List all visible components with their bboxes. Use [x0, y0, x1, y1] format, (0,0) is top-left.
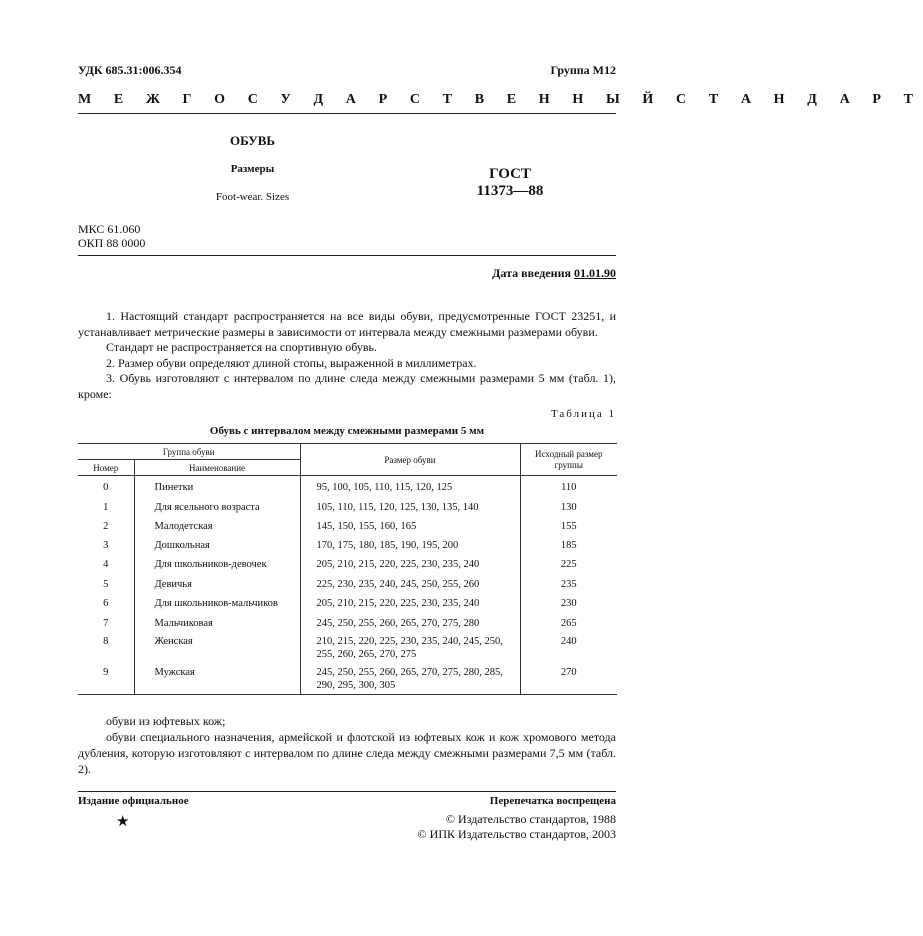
- row-number: 6: [103, 598, 109, 609]
- row-base-size: 270: [520, 661, 617, 695]
- table-row: [78, 476, 617, 495]
- gost-number: 11373—88: [476, 183, 544, 199]
- row-sizes: 245, 250, 255, 260, 265, 270, 275, 280: [300, 611, 520, 631]
- row-sizes: 225, 230, 235, 240, 245, 250, 255, 260: [300, 572, 520, 592]
- paragraph-4: 3. Обувь изготовляют с интервалом по длине следа между смежными размерами 5 мм (табл. 1), кроме:: [78, 371, 616, 401]
- header-shoe-size: Размер обуви: [300, 444, 520, 476]
- row-name: Дошкольная: [134, 534, 300, 553]
- table-row: [78, 591, 617, 611]
- paragraph-6: обуви специального назначения, армейской и флотской из юфтевых кож и кож хромового метода дубления, которую изготовляют с интервалом по длине следа между смежными размерами 7,5 мм (табл. 2).: [78, 730, 616, 776]
- table-row: [78, 572, 617, 592]
- row-sizes: 205, 210, 215, 220, 225, 230, 235, 240: [300, 552, 520, 572]
- row-base-size: 240: [520, 630, 617, 661]
- row-name: Для школьников-девочек: [134, 552, 300, 572]
- row-name: Девичья: [134, 572, 300, 592]
- paragraph-block-2: [78, 713, 616, 777]
- gost-designation: [440, 166, 580, 200]
- row-name: Пинетки: [134, 476, 300, 495]
- row-number: 3: [103, 539, 109, 551]
- intro-label: Дата введения: [492, 266, 571, 280]
- document-subtitle: Размеры: [230, 163, 275, 175]
- paragraph-2: Стандарт не распространяется на спортивную обувь.: [106, 340, 378, 354]
- okp-code: ОКП 88 0000: [78, 236, 146, 250]
- copyright-1988: © Издательство стандартов, 1988: [445, 812, 616, 826]
- paragraph-5: обуви из юфтевых кож;: [106, 714, 226, 728]
- row-name: Для школьников-мальчиков: [134, 591, 300, 611]
- table-row: [78, 495, 617, 515]
- row-base-size: 225: [520, 552, 617, 572]
- table-row: [78, 661, 617, 695]
- row-name: Женская: [134, 630, 300, 661]
- english-title: Foot-wear. Sizes: [215, 191, 290, 203]
- shoe-size-table: [78, 443, 617, 695]
- row-base-size: 110: [520, 476, 617, 495]
- classification-codes: [78, 222, 145, 250]
- header-name: Наименование: [134, 460, 300, 476]
- row-base-size: 230: [520, 591, 617, 611]
- header-number: Номер: [78, 460, 134, 476]
- copyright-block: [418, 812, 616, 842]
- row-base-size: 185: [520, 534, 617, 553]
- row-sizes: 245, 250, 255, 260, 265, 270, 275, 280, 285, 290, 295, 300, 305: [300, 661, 520, 695]
- paragraph-3: 2. Размер обуви определяют длиной стопы, выраженной в миллиметрах.: [106, 355, 477, 370]
- group-code: Группа М12: [550, 63, 616, 77]
- row-number: 8: [103, 636, 109, 647]
- table-row: [78, 630, 617, 661]
- row-sizes: 210, 215, 220, 225, 230, 235, 240, 245, 250, 255, 260, 265, 270, 275: [300, 630, 520, 661]
- table-row: [78, 534, 617, 553]
- row-base-size: 155: [520, 514, 617, 534]
- star-icon: ★: [116, 814, 130, 830]
- intro-date-value: 01.01.90: [574, 266, 616, 280]
- table-row: [78, 552, 617, 572]
- row-sizes: 205, 210, 215, 220, 225, 230, 235, 240: [300, 591, 520, 611]
- introduction-date: [492, 266, 616, 281]
- document-title: ОБУВЬ: [229, 133, 276, 148]
- row-name: Малодетская: [134, 514, 300, 534]
- gost-label: ГОСТ: [489, 166, 531, 182]
- table-body: [78, 476, 617, 695]
- row-name: Мужская: [134, 661, 300, 695]
- table-label: Таблица 1: [550, 408, 616, 420]
- table-row: [78, 514, 617, 534]
- row-sizes: 145, 150, 155, 160, 165: [300, 514, 520, 534]
- footer-divider: [78, 791, 616, 792]
- row-name: Для ясельного возраста: [134, 495, 300, 515]
- mks-code: МКС 61.060: [78, 222, 141, 236]
- row-number: 2: [103, 521, 109, 532]
- official-edition: Издание официальное: [78, 795, 189, 807]
- row-number: 1: [103, 501, 109, 513]
- row-sizes: 170, 175, 180, 185, 190, 195, 200: [300, 534, 520, 553]
- row-number: 4: [103, 559, 109, 570]
- header-divider: [78, 113, 616, 114]
- header-base-size: Исходный размер группы: [520, 444, 617, 476]
- paragraph-1: 1. Настоящий стандарт распространяется на все виды обуви, предусмотренные ГОСТ 23251, и устанавливает метрические размеры в зависимости от интервала между смежными размерами обуви.: [78, 309, 616, 339]
- row-sizes: 105, 110, 115, 120, 125, 130, 135, 140: [300, 495, 520, 515]
- udk-code: УДК 685.31:006.354: [78, 63, 182, 77]
- row-number: 5: [103, 578, 109, 590]
- reprint-prohibited: Перепечатка воспрещена: [489, 795, 616, 807]
- row-number: 7: [103, 617, 109, 629]
- codes-divider: [78, 255, 616, 256]
- row-base-size: 235: [520, 572, 617, 592]
- table-row: [78, 611, 617, 631]
- table-title: Обувь с интервалом между смежными размерами 5 мм: [209, 425, 485, 437]
- paragraph-block-1: [78, 309, 616, 402]
- copyright-2003: © ИПК Издательство стандартов, 2003: [417, 827, 616, 841]
- row-base-size: 265: [520, 611, 617, 631]
- row-sizes: 95, 100, 105, 110, 115, 120, 125: [300, 476, 520, 495]
- row-number: 0: [103, 482, 109, 493]
- interstate-standard-heading: М Е Ж Г О С У Д А Р С Т В Е Н Н Ы Й С Т А Н Д А Р Т: [78, 92, 923, 107]
- row-number: 9: [103, 667, 109, 678]
- row-name: Мальчиковая: [134, 611, 300, 631]
- header-shoe-group: Группа обуви: [78, 444, 300, 460]
- row-base-size: 130: [520, 495, 617, 515]
